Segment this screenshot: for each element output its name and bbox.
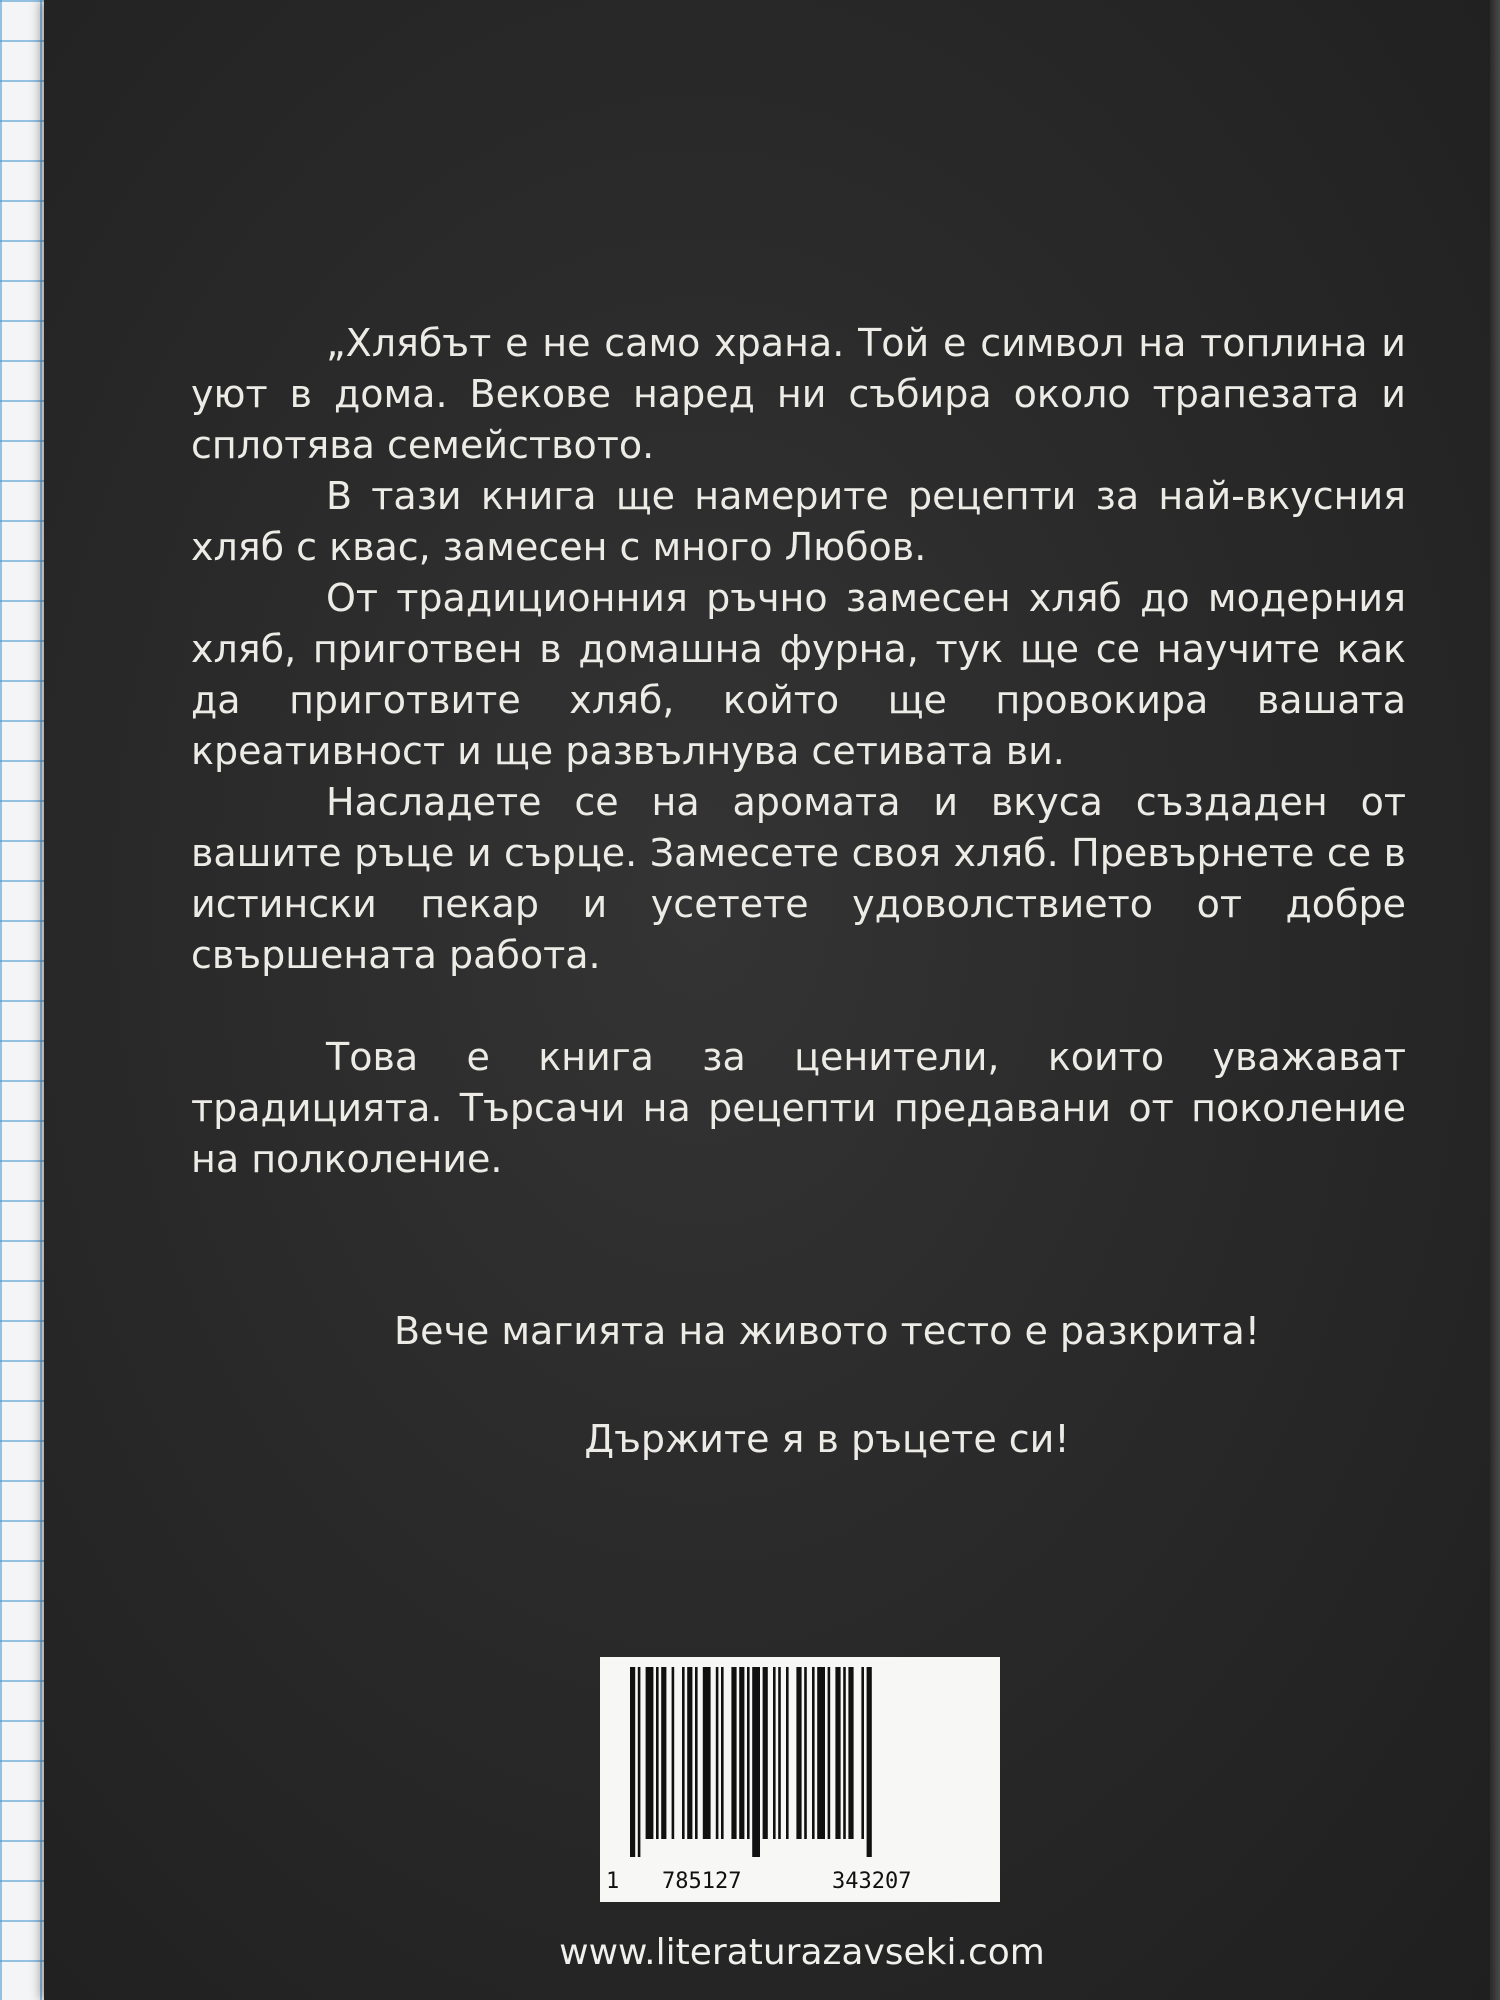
barcode-bar (861, 1667, 864, 1839)
blurb-paragraph-3: От традиционния ръчно замесен хляб до модерния хляб, приготвен в домашна фурна, тук ще се научите как да приготвите хляб, който ще провокира вашата креативност и ще развълнува сетивата ви. (191, 576, 1406, 773)
barcode-bar (716, 1667, 719, 1839)
barcode-bar (638, 1667, 641, 1857)
barcode-bar (687, 1667, 692, 1839)
barcode-bar (656, 1667, 659, 1839)
blurb-paragraph-2: В тази книга ще намерите рецепти за най-вкусния хляб с квас, замесен с много Любов. (191, 474, 1406, 569)
barcode (600, 1657, 1000, 1902)
barcode-bar (682, 1667, 685, 1839)
barcode-bar (752, 1667, 760, 1857)
blurb-text (191, 318, 1406, 1185)
barcode-bar (796, 1667, 801, 1839)
barcode-bar (848, 1667, 853, 1839)
barcode-bar (747, 1667, 750, 1839)
barcode-bar (817, 1667, 825, 1839)
barcode-bar (672, 1667, 675, 1839)
blurb-paragraph-5: Това е книга за ценители, които уважават традицията. Търсачи на рецепти предавани от поколение на полколение. (191, 1035, 1406, 1181)
cover-edge (1490, 0, 1500, 2000)
barcode-bar (828, 1667, 831, 1839)
barcode-bar (812, 1667, 815, 1839)
barcode-bar (721, 1667, 724, 1839)
website-url: www.literaturazavseki.com (559, 1932, 1045, 1973)
closing-line-magic: Вече магията на живото тесто е разкрита! (394, 1309, 1260, 1353)
barcode-bar (786, 1667, 789, 1839)
barcode-bar (867, 1667, 872, 1857)
barcode-digit-first: 1 (606, 1869, 620, 1894)
barcode-bars (612, 1667, 988, 1857)
barcode-group-right: 343207 (832, 1869, 912, 1894)
barcode-bar (695, 1667, 698, 1839)
book-back-cover (44, 0, 1500, 2000)
barcode-bar (646, 1667, 654, 1839)
blurb-paragraph-4: Насладете се на аромата и вкуса създаден от вашите ръце и сърце. Замесете своя хляб. Превърнете се в истински пекар и усетете удоволствието от добре свършената работа. (191, 780, 1406, 977)
barcode-bar (731, 1667, 736, 1839)
barcode-bar (804, 1667, 807, 1839)
barcode-bar (763, 1667, 768, 1839)
barcode-bar (739, 1667, 744, 1839)
barcode-bar (630, 1667, 635, 1857)
blurb-paragraph-1: „Хлябът е не само храна. Той е символ на топлина и уют в дома. Векове наред ни събира около трапезата и сплотява семейството. (191, 321, 1406, 467)
barcode-bar (843, 1667, 846, 1839)
barcode-bar (661, 1667, 666, 1839)
barcode-bar (778, 1667, 781, 1839)
barcode-bar (773, 1667, 776, 1839)
barcode-bar (703, 1667, 711, 1839)
closing-line-hold: Държите я в ръцете си! (584, 1417, 1070, 1461)
barcode-bar (835, 1667, 840, 1839)
barcode-group-left: 785127 (662, 1869, 742, 1894)
